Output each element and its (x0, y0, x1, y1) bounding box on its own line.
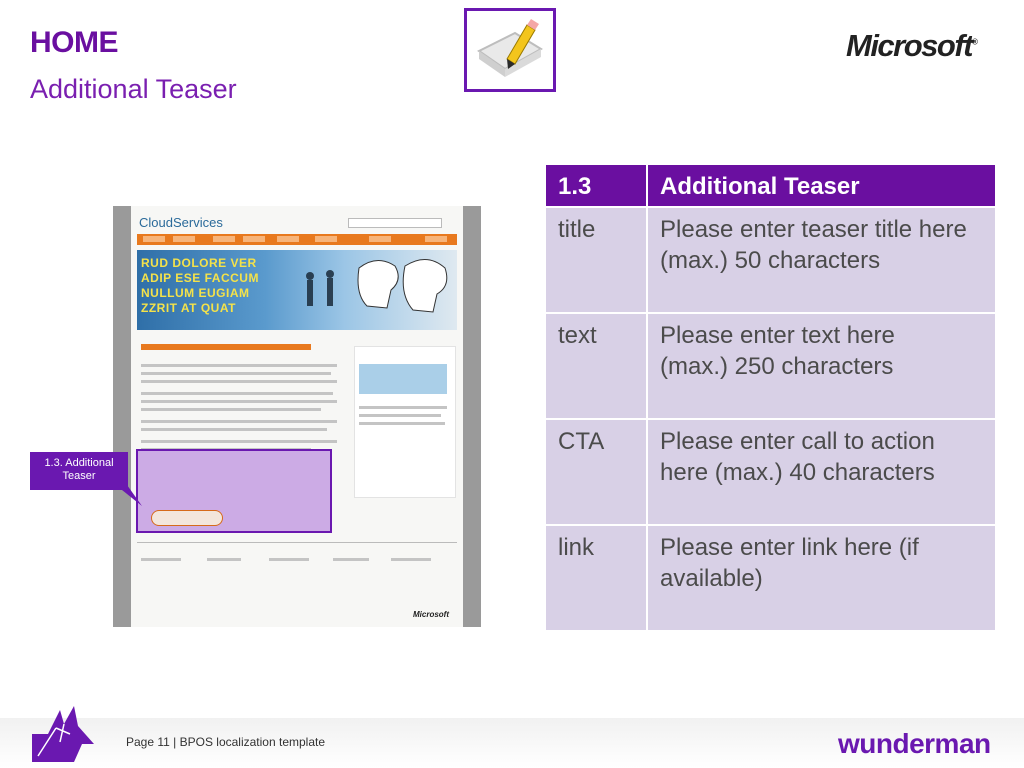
mockup-cta-button (151, 510, 223, 526)
mockup-text-line (141, 420, 337, 423)
field-description-cell (647, 207, 996, 313)
mockup-text-line (141, 408, 321, 411)
mockup-divider (137, 542, 457, 543)
mockup-text-line (141, 440, 337, 443)
mockup-text-line (141, 380, 337, 383)
field-name-cell: link (545, 525, 647, 631)
banner-line: NULLUM EUGIAM (141, 286, 250, 300)
page-mockup-image (113, 206, 481, 627)
table-header-cell: Additional Teaser (647, 164, 996, 207)
banner-line: RUD DOLORE VER (141, 256, 257, 270)
mockup-sidebar-image (359, 364, 447, 394)
table-row (545, 313, 996, 419)
table-row (545, 525, 996, 631)
table-header-row (545, 164, 996, 207)
description-line: Please enter call to action (660, 428, 935, 455)
callout-label: Teaser (62, 470, 96, 482)
wolf-logo-icon (30, 704, 100, 764)
wunderman-logo: wunderman (838, 728, 991, 759)
mockup-text-line (207, 558, 241, 561)
description-line: Please enter text here (660, 322, 895, 349)
page-subtitle: Additional Teaser (30, 74, 237, 104)
teaser-spec-table (544, 163, 997, 632)
mockup-text-line (269, 558, 309, 561)
table-row (545, 419, 996, 525)
mockup-text-line (141, 392, 333, 395)
description-line: available) (660, 565, 763, 592)
field-name-cell: CTA (545, 419, 647, 525)
mockup-text-line (141, 400, 337, 403)
mockup-text-line (359, 406, 447, 409)
mockup-site-logo: CloudServices (139, 215, 223, 230)
mockup-text-line (141, 364, 337, 367)
field-description-cell (647, 313, 996, 419)
field-description-cell (647, 419, 996, 525)
description-line: here (max.) 40 characters (660, 459, 935, 486)
mockup-text-line (359, 422, 445, 425)
mockup-banner-text (141, 256, 269, 316)
edit-pencil-icon (464, 8, 556, 92)
teaser-callout (30, 452, 128, 490)
field-description-cell (647, 525, 996, 631)
mockup-text-line (141, 372, 331, 375)
mockup-nav-bar (137, 234, 457, 245)
description-line: Please enter link here (if (660, 534, 919, 561)
banner-line: ADIP ESE FACCUM (141, 271, 259, 285)
mockup-text-line (391, 558, 431, 561)
table-header-cell: 1.3 (545, 164, 647, 207)
footer-page-text: Page 11 | BPOS localization template (126, 735, 326, 749)
mockup-text-line (141, 428, 327, 431)
field-name-cell: text (545, 313, 647, 419)
description-line: (max.) 50 characters (660, 247, 881, 274)
mockup-text-line (141, 558, 181, 561)
mockup-heading (141, 344, 311, 350)
mockup-search-box (348, 218, 442, 228)
mockup-footer-logo: Microsoft (413, 610, 449, 619)
table-row (545, 207, 996, 313)
banner-line: ZZRIT AT QUAT (141, 301, 236, 315)
microsoft-logo: Microsoft® (846, 28, 978, 63)
field-name-cell: title (545, 207, 647, 313)
mockup-page (131, 206, 463, 627)
description-line: Please enter teaser title here (660, 216, 967, 243)
page-title: HOME (30, 26, 118, 59)
mockup-text-line (333, 558, 369, 561)
description-line: (max.) 250 characters (660, 353, 894, 380)
callout-label: 1.3. Additional (44, 457, 114, 469)
mockup-text-line (359, 414, 441, 417)
